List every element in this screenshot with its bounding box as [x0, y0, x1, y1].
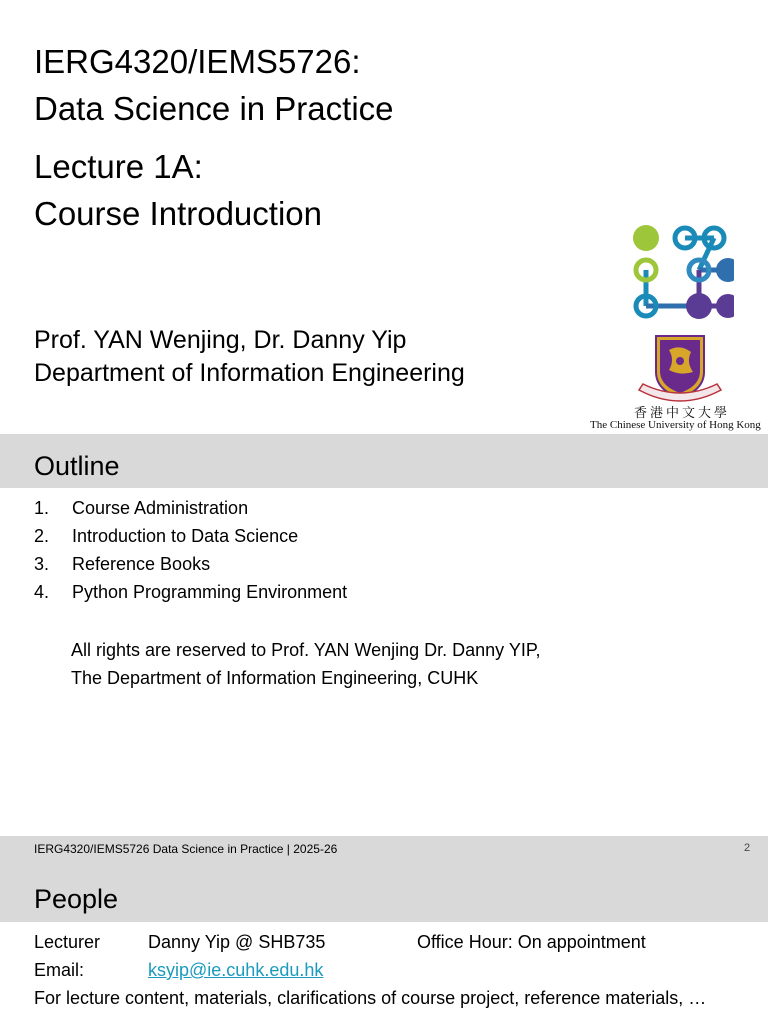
list-item	[34, 496, 347, 524]
list-item-number: 4.	[34, 582, 50, 602]
university-name-chinese: 香港中文大學	[633, 406, 730, 421]
list-item-number: 1.	[34, 498, 50, 518]
lecture-title	[34, 143, 322, 237]
list-item	[34, 552, 347, 580]
authors-block	[34, 324, 465, 390]
page-number: 2	[744, 842, 751, 854]
authors-names: Prof. YAN Wenjing, Dr. Danny Yip	[34, 326, 407, 354]
lecturer-value: Danny Yip @ SHB735	[148, 932, 326, 952]
authors-department: Department of Information Engineering	[34, 359, 465, 387]
outline-list	[34, 496, 347, 608]
rights-line2: The Department of Information Engineering, CUHK	[71, 668, 479, 688]
lecture-title-line1: Lecture 1A:	[34, 148, 203, 185]
cuhk-crest-icon	[633, 332, 727, 404]
list-item	[34, 524, 347, 552]
contact-note: For lecture content, materials, clarifications of course project, reference materials, …	[34, 988, 707, 1008]
people-heading: People	[34, 884, 119, 914]
list-item	[34, 580, 347, 608]
email-label: Email:	[34, 960, 85, 980]
logo-area	[586, 222, 768, 434]
list-item-text: Introduction to Data Science	[72, 526, 299, 546]
email-link[interactable]: ksyip@ie.cuhk.edu.hk	[148, 960, 324, 980]
course-title-line2: Data Science in Practice	[34, 90, 394, 127]
course-title-line1: IERG4320/IEMS5726:	[34, 43, 361, 80]
office-hour: Office Hour: On appointment	[417, 932, 646, 952]
rights-notice	[71, 636, 541, 692]
rights-line1: All rights are reserved to Prof. YAN Wenjing Dr. Danny YIP,	[71, 640, 541, 660]
outline-heading: Outline	[34, 451, 120, 481]
lecture-title-line2: Course Introduction	[34, 195, 322, 232]
lecturer-label: Lecturer	[34, 932, 101, 952]
list-item-text: Course Administration	[72, 498, 249, 518]
list-item-number: 3.	[34, 554, 50, 574]
list-item-text: Reference Books	[72, 554, 211, 574]
ie-dots-logo-icon	[630, 222, 734, 328]
course-title	[34, 38, 394, 132]
slide-footer: IERG4320/IEMS5726 Data Science in Practice | 2025-26	[34, 842, 338, 856]
university-name-english: The Chinese University of Hong Kong	[590, 419, 761, 431]
list-item-text: Python Programming Environment	[72, 582, 348, 602]
list-item-number: 2.	[34, 526, 50, 546]
